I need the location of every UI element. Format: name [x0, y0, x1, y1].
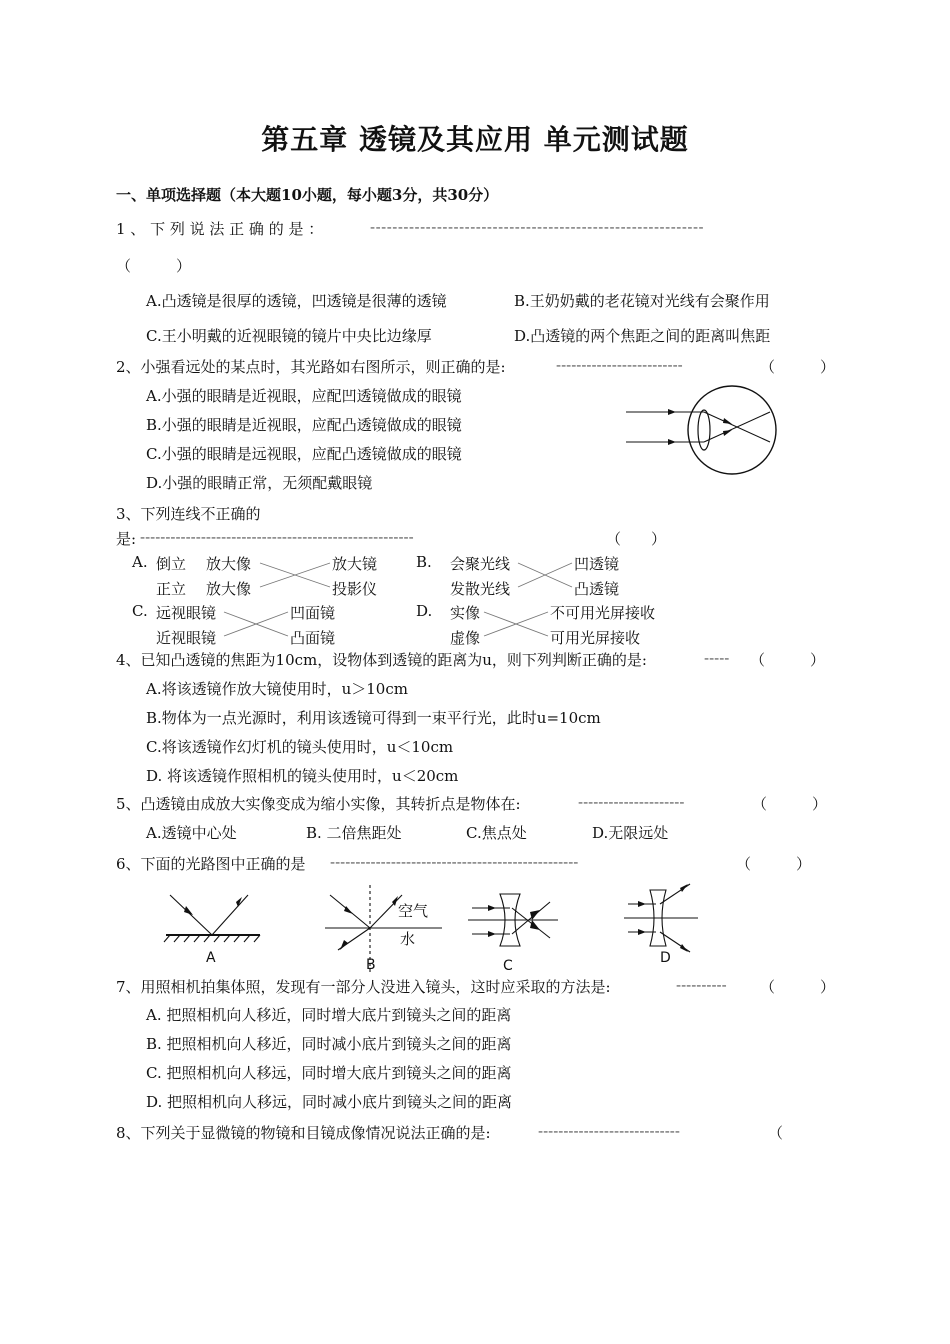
- diagram-c: [468, 894, 558, 946]
- question-5-option-d: D.无限远处: [592, 824, 669, 842]
- question-7-stem: 7、用照相机拍集体照，发现有一部分人没进入镜头，这时应采取的方法是:: [116, 978, 611, 996]
- question-3-dashes: ------------------------------------------------------: [140, 528, 414, 546]
- diagram-d-label: D: [660, 950, 671, 966]
- diagram-b: [325, 885, 442, 972]
- question-3-option-b-label: B.: [416, 553, 432, 571]
- question-4-stem: 4、已知凸透镜的焦距为10cm，设物体到透镜的距离为u，则下列判断正确的是:: [116, 651, 647, 669]
- diagram-a-label: A: [206, 950, 216, 966]
- question-6-stem: 6、下面的光路图中正确的是: [116, 855, 306, 873]
- question-7-option-d: D. 把照相机向人移远，同时减小底片到镜头之间的距离: [146, 1093, 513, 1111]
- question-1-option-a: A.凸透镜是很厚的透镜，凹透镜是很薄的透镜: [146, 292, 447, 310]
- match-b-left-1: 会聚光线: [450, 555, 511, 573]
- match-d-left-2: 虚像: [450, 629, 481, 647]
- question-5-option-b: B. 二倍焦距处: [306, 824, 402, 842]
- question-2-dashes: -------------------------: [556, 356, 683, 374]
- section-heading: 一、单项选择题（本大题10小题，每小题3分，共30分）: [116, 186, 499, 204]
- match-b-left-2: 发散光线: [450, 580, 511, 598]
- question-1-option-b: B.王奶奶戴的老花镜对光线有会聚作用: [514, 292, 770, 310]
- question-8-stem: 8、下列关于显微镜的物镜和目镜成像情况说法正确的是:: [116, 1124, 491, 1142]
- question-7-option-a: A. 把照相机向人移近，同时增大底片到镜头之间的距离: [146, 1006, 512, 1024]
- question-3-option-a-label: A.: [132, 553, 148, 571]
- question-1-answer-paren: （ ）: [116, 257, 192, 275]
- question-5-option-c: C.焦点处: [466, 824, 527, 842]
- match-b-right-2: 凸透镜: [574, 580, 620, 598]
- question-3-option-c-label: C.: [132, 602, 148, 620]
- air-label: 空气: [398, 902, 429, 920]
- question-7-option-b: B. 把照相机向人移近，同时减小底片到镜头之间的距离: [146, 1035, 512, 1053]
- match-a-mid-2: 放大像: [206, 580, 252, 598]
- diagram-c-label: C: [503, 958, 513, 974]
- match-c-right-1: 凹面镜: [290, 604, 336, 622]
- question-1-dashes: ------------------------------------------------------------: [370, 218, 705, 236]
- light-path-diagrams: [150, 880, 710, 975]
- question-6-answer-paren: （ ）: [736, 855, 812, 873]
- match-a-left-1: 倒立: [156, 555, 187, 573]
- question-3-answer-paren: （ ）: [606, 530, 667, 548]
- question-7-dashes: ----------: [676, 976, 727, 994]
- water-label: 水: [400, 930, 416, 948]
- match-a-mid-1: 放大像: [206, 555, 252, 573]
- question-4-answer-paren: （ ）: [750, 651, 826, 669]
- match-d-right-2: 可用光屏接收: [550, 629, 641, 647]
- question-2-answer-paren: （ ）: [760, 358, 836, 376]
- question-3-option-d-label: D.: [416, 602, 433, 620]
- question-6-dashes: -------------------------------------------------: [330, 853, 579, 871]
- match-d-right-1: 不可用光屏接收: [550, 604, 656, 622]
- question-5-stem: 5、凸透镜由成放大实像变成为缩小实像，其转折点是物体在:: [116, 795, 521, 813]
- question-7-answer-paren: （ ）: [760, 978, 836, 996]
- question-2-option-d: D.小强的眼睛正常，无须配戴眼镜: [146, 474, 373, 492]
- question-8-answer-paren: （: [768, 1124, 784, 1142]
- question-8-dashes: ----------------------------: [538, 1122, 680, 1140]
- question-4-option-a: A.将该透镜作放大镜使用时，u＞10cm: [146, 680, 408, 698]
- question-1-option-d: D.凸透镜的两个焦距之间的距离叫焦距: [514, 327, 771, 345]
- diagram-d: [624, 884, 698, 952]
- match-c-right-2: 凸面镜: [290, 629, 336, 647]
- question-4-dashes: -----: [704, 649, 730, 667]
- question-2-option-c: C.小强的眼睛是远视眼，应配凸透镜做成的眼镜: [146, 445, 462, 463]
- question-2-stem: 2、小强看远处的某点时，其光路如右图所示，则正确的是:: [116, 358, 506, 376]
- page-title: 第五章 透镜及其应用 单元测试题: [261, 123, 689, 156]
- match-a-left-2: 正立: [156, 580, 187, 598]
- question-7-option-c: C. 把照相机向人移远，同时增大底片到镜头之间的距离: [146, 1064, 512, 1082]
- question-5-dashes: ---------------------: [578, 793, 685, 811]
- match-b-right-1: 凹透镜: [574, 555, 620, 573]
- question-3-stem-line2: 是:: [116, 530, 137, 548]
- diagram-b-label: B: [366, 957, 376, 973]
- question-4-option-b: B.物体为一点光源时，利用该透镜可得到一束平行光，此时u=10cm: [146, 709, 601, 727]
- question-4-option-c: C.将该透镜作幻灯机的镜头使用时，u＜10cm: [146, 738, 454, 756]
- match-d-left-1: 实像: [450, 604, 481, 622]
- question-3-stem: 3、下列连线不正确的: [116, 505, 261, 523]
- question-1-option-c: C.王小明戴的近视眼镜的镜片中央比边缘厚: [146, 327, 432, 345]
- match-c-left-2: 近视眼镜: [156, 629, 217, 647]
- question-2-option-b: B.小强的眼睛是近视眼，应配凸透镜做成的眼镜: [146, 416, 462, 434]
- match-a-right-1: 放大镜: [332, 555, 378, 573]
- question-2-option-a: A.小强的眼睛是近视眼，应配凹透镜做成的眼镜: [146, 387, 462, 405]
- diagram-a: [164, 895, 260, 942]
- match-a-right-2: 投影仪: [332, 580, 378, 598]
- question-5-option-a: A.透镜中心处: [146, 824, 237, 842]
- question-4-option-d: D. 将该透镜作照相机的镜头使用时，u＜20cm: [146, 767, 459, 785]
- matching-lines: [0, 0, 950, 660]
- match-c-left-1: 远视眼镜: [156, 604, 217, 622]
- question-1-stem: 1 、 下 列 说 法 正 确 的 是 ：: [116, 220, 324, 238]
- question-5-answer-paren: （ ）: [752, 795, 828, 813]
